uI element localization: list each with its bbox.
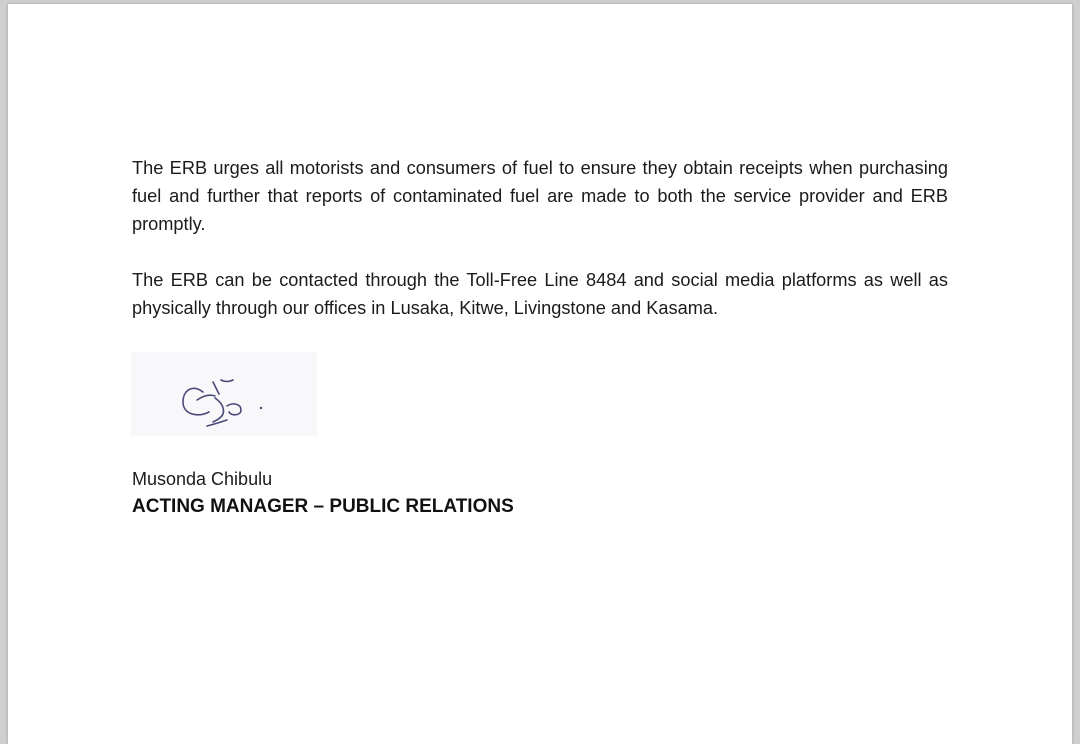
- document-page: [8, 4, 1072, 744]
- paragraph-contact-info: The ERB can be contacted through the Toll-Free Line 8484 and social media platforms as well as physically through our offices in Lusaka, Kitwe, Livingstone and Kasama.: [132, 270, 948, 319]
- paragraph-receipts-advisory: The ERB urges all motorists and consumers of fuel to ensure they obtain receipts when purchasing fuel and further that reports of contaminated fuel are made to both the service provider and ERB promptly.: [132, 158, 948, 235]
- signatory-title: ACTING MANAGER – PUBLIC RELATIONS: [132, 496, 514, 517]
- signature-area: [131, 352, 317, 436]
- handwritten-signature-icon: [131, 352, 317, 436]
- signatory-name: Musonda Chibulu: [132, 469, 273, 489]
